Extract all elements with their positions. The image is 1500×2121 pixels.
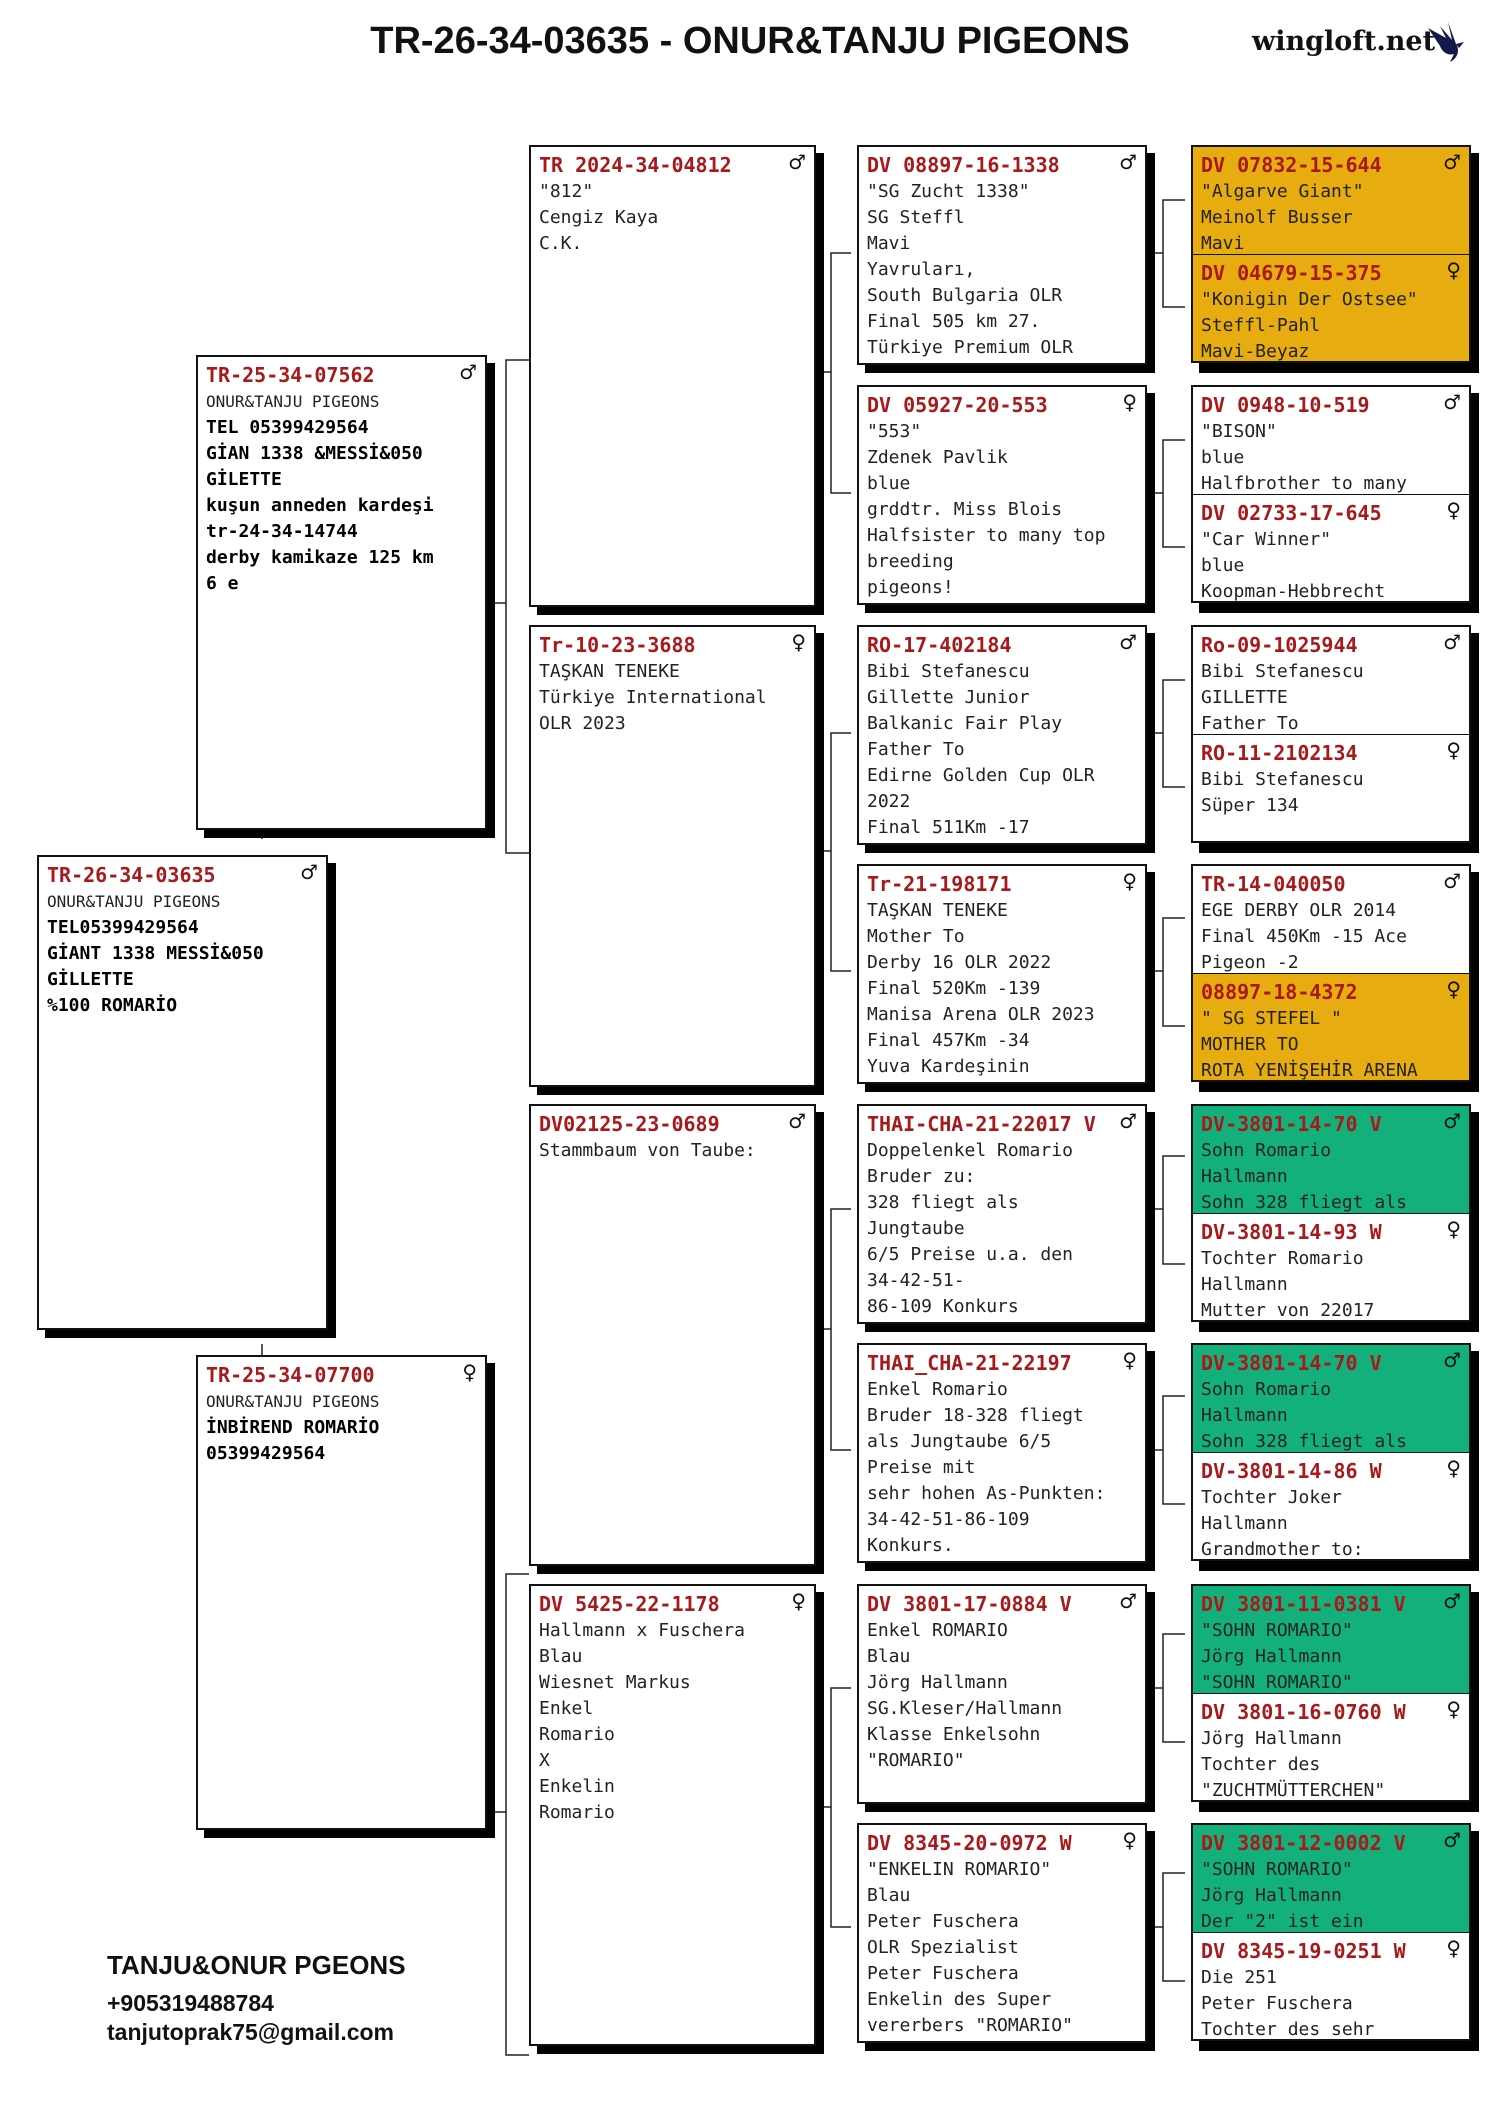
card-line: blue xyxy=(1201,447,1245,468)
female-icon: ♀ xyxy=(1446,1697,1461,1721)
ancestor-card[interactable] xyxy=(1191,1213,1471,1322)
card-line: SG.Kleser/Hallmann xyxy=(867,1698,1063,1719)
card-line: C.K. xyxy=(539,233,583,254)
card-line: Sohn Romario xyxy=(1201,1379,1332,1400)
father-line: TEL 05399429564 xyxy=(206,417,369,438)
female-icon: ♀ xyxy=(791,1589,806,1613)
card-line: Jörg Hallmann xyxy=(1201,1646,1342,1667)
contact-name: TANJU&ONUR PGEONS xyxy=(107,1950,406,1980)
brand-name[interactable]: wingloft.net xyxy=(1252,26,1436,57)
great-grandparent-card[interactable] xyxy=(857,1823,1147,2043)
card-line: 2022 xyxy=(867,791,911,812)
card-line: Jörg Hallmann xyxy=(1201,1885,1342,1906)
mother-card[interactable] xyxy=(196,1355,487,1830)
male-icon: ♂ xyxy=(1119,1109,1137,1133)
ancestor-ring: DV-3801-14-70 V xyxy=(1201,1351,1382,1375)
ancestor-card[interactable] xyxy=(1191,1104,1471,1213)
mother-line: İNBİREND ROMARİO xyxy=(206,1417,380,1438)
card-line: 6/5 Preise u.a. den xyxy=(867,1244,1073,1265)
father-line: GİLETTE xyxy=(206,469,282,490)
card-line: Der "2" ist ein xyxy=(1201,1911,1364,1932)
card-line: Mavi-Beyaz xyxy=(1201,341,1310,362)
ancestor-ring: RO-11-2102134 xyxy=(1201,741,1358,765)
card-line: Romario xyxy=(539,1802,615,1823)
ancestor-ring: DV 05927-20-553 xyxy=(867,393,1048,417)
subject-line: ONUR&TANJU PIGEONS xyxy=(47,892,221,911)
card-line: Hallmann xyxy=(1201,1274,1288,1295)
card-line: Koopman-Hebbrecht xyxy=(1201,581,1386,602)
card-line: South Bulgaria OLR xyxy=(867,285,1063,306)
male-icon: ♂ xyxy=(1443,390,1461,414)
card-line: OLR Spezialist xyxy=(867,1937,1019,1958)
male-icon: ♂ xyxy=(459,360,477,384)
male-icon: ♂ xyxy=(300,860,318,884)
ancestor-ring: DV 08897-16-1338 xyxy=(867,153,1060,177)
ancestor-ring: 08897-18-4372 xyxy=(1201,980,1358,1004)
card-line: Süper 134 xyxy=(1201,795,1299,816)
grandparent-ring: TR 2024-34-04812 xyxy=(539,153,732,177)
great-grandparent-card[interactable] xyxy=(857,385,1147,605)
male-icon: ♂ xyxy=(1443,1589,1461,1613)
female-icon: ♀ xyxy=(1446,738,1461,762)
card-line: breeding xyxy=(867,551,954,572)
card-line: Türkiye International xyxy=(539,687,767,708)
card-line: Hallmann xyxy=(1201,1166,1288,1187)
father-line: ONUR&TANJU PIGEONS xyxy=(206,392,380,411)
card-line: Mother To xyxy=(867,926,965,947)
female-icon: ♀ xyxy=(1446,1217,1461,1241)
grandparent-card[interactable] xyxy=(529,145,816,607)
ancestor-card[interactable] xyxy=(1191,145,1471,254)
male-icon: ♂ xyxy=(1443,150,1461,174)
ancestor-ring: DV-3801-14-70 V xyxy=(1201,1112,1382,1136)
card-line: " SG STEFEL " xyxy=(1201,1008,1342,1029)
card-line: 328 fliegt als xyxy=(867,1192,1019,1213)
card-line: Jörg Hallmann xyxy=(1201,1728,1342,1749)
grandparent-ring: DV02125-23-0689 xyxy=(539,1112,720,1136)
card-line: Peter Fuschera xyxy=(867,1963,1019,1984)
card-line: Peter Fuschera xyxy=(867,1911,1019,1932)
ancestor-card[interactable] xyxy=(1191,494,1471,603)
card-line: Hallmann xyxy=(1201,1405,1288,1426)
great-grandparent-card[interactable] xyxy=(857,1343,1147,1563)
card-line: Bruder zu: xyxy=(867,1166,976,1187)
card-line: Jörg Hallmann xyxy=(867,1672,1008,1693)
card-line: GILLETTE xyxy=(1201,687,1288,708)
father-line: GİAN 1338 &MESSİ&050 xyxy=(206,443,423,464)
card-line: Tochter Romario xyxy=(1201,1248,1364,1269)
card-line: "Konigin Der Ostsee" xyxy=(1201,289,1418,310)
female-icon: ♀ xyxy=(1122,1828,1137,1852)
female-icon: ♀ xyxy=(791,630,806,654)
card-line: Sohn Romario xyxy=(1201,1140,1332,1161)
card-line: "Car Winner" xyxy=(1201,529,1332,550)
ancestor-ring: DV 3801-17-0884 V xyxy=(867,1592,1072,1616)
card-line: Wiesnet Markus xyxy=(539,1672,691,1693)
card-line: X xyxy=(539,1750,550,1771)
ancestor-card[interactable] xyxy=(1191,734,1471,843)
card-line: "BISON" xyxy=(1201,421,1277,442)
card-line: Enkel xyxy=(539,1698,594,1719)
female-icon: ♀ xyxy=(1446,977,1461,1001)
ancestor-ring: DV 3801-11-0381 V xyxy=(1201,1592,1406,1616)
card-line: "ENKELIN ROMARIO" xyxy=(867,1859,1052,1880)
female-icon: ♀ xyxy=(462,1360,477,1384)
card-line: "553" xyxy=(867,421,922,442)
father-card[interactable] xyxy=(196,355,487,830)
subject-line: GİLLETTE xyxy=(47,969,134,990)
male-icon: ♂ xyxy=(1443,869,1461,893)
father-line: kuşun anneden kardeşi xyxy=(206,495,434,516)
grandparent-card[interactable] xyxy=(529,1104,816,1566)
card-line: Hallmann xyxy=(1201,1513,1288,1534)
ancestor-ring: THAI_CHA-21-22197 xyxy=(867,1351,1072,1375)
male-icon: ♂ xyxy=(788,150,806,174)
subject-ring: TR-26-34-03635 xyxy=(47,863,216,887)
ancestor-card[interactable] xyxy=(1191,1932,1471,2041)
ancestor-ring: DV 04679-15-375 xyxy=(1201,261,1382,285)
card-line: MOTHER TO xyxy=(1201,1034,1299,1055)
ancestor-card[interactable] xyxy=(1191,1693,1471,1802)
card-line: Yuva Kardeşinin xyxy=(867,1056,1030,1077)
ancestor-card[interactable] xyxy=(1191,973,1471,1082)
female-icon: ♀ xyxy=(1446,1936,1461,1960)
card-line: "Algarve Giant" xyxy=(1201,181,1364,202)
card-line: blue xyxy=(867,473,911,494)
ancestor-ring: DV 8345-19-0251 W xyxy=(1201,1939,1406,1963)
card-line: Balkanic Fair Play xyxy=(867,713,1063,734)
father-line: tr-24-34-14744 xyxy=(206,521,358,542)
card-line: "SOHN ROMARIO" xyxy=(1201,1859,1353,1880)
card-line: Bibi Stefanescu xyxy=(1201,769,1364,790)
card-line: "SG Zucht 1338" xyxy=(867,181,1030,202)
card-line: Enkelin xyxy=(539,1776,615,1797)
card-line: Gillette Junior xyxy=(867,687,1030,708)
male-icon: ♂ xyxy=(1443,1109,1461,1133)
ancestor-ring: THAI-CHA-21-22017 V xyxy=(867,1112,1096,1136)
card-line: OLR 2023 xyxy=(539,713,626,734)
card-line: Peter Fuschera xyxy=(1201,1993,1353,2014)
card-line: Mavi xyxy=(1201,233,1245,254)
card-line: sehr hohen As-Punkten: xyxy=(867,1483,1106,1504)
great-grandparent-card[interactable] xyxy=(857,625,1147,845)
ancestor-ring: Tr-21-198171 xyxy=(867,872,1012,896)
card-line: Steffl-Pahl xyxy=(1201,315,1321,336)
card-line: Tochter Joker xyxy=(1201,1487,1342,1508)
male-icon: ♂ xyxy=(1443,1828,1461,1852)
bird-logo-icon xyxy=(1426,20,1466,66)
card-line: Halfbrother to many xyxy=(1201,473,1407,494)
card-line: Yavruları, xyxy=(867,259,976,280)
card-line: Hallmann x Fuschera xyxy=(539,1620,745,1641)
ancestor-ring: DV-3801-14-93 W xyxy=(1201,1220,1382,1244)
grandparent-ring: DV 5425-22-1178 xyxy=(539,1592,720,1616)
ancestor-card[interactable] xyxy=(1191,625,1471,734)
card-line: Sohn 328 fliegt als xyxy=(1201,1192,1407,1213)
ancestor-ring: DV-3801-14-86 W xyxy=(1201,1459,1382,1483)
card-line: Grandmother to: xyxy=(1201,1539,1364,1560)
card-line: Enkel Romario xyxy=(867,1379,1008,1400)
card-line: TAŞKAN TENEKE xyxy=(539,661,680,682)
card-line: Zdenek Pavlik xyxy=(867,447,1008,468)
male-icon: ♂ xyxy=(1119,150,1137,174)
father-line: derby kamikaze 125 km xyxy=(206,547,434,568)
male-icon: ♂ xyxy=(1119,1589,1137,1613)
card-line: Doppelenkel Romario xyxy=(867,1140,1073,1161)
card-line: Bibi Stefanescu xyxy=(1201,661,1364,682)
mother-line: ONUR&TANJU PIGEONS xyxy=(206,1392,380,1411)
female-icon: ♀ xyxy=(1122,1348,1137,1372)
card-line: Final 457Km -34 xyxy=(867,1030,1030,1051)
card-line: als Jungtaube 6/5 xyxy=(867,1431,1052,1452)
card-line: Sohn 328 fliegt als xyxy=(1201,1431,1407,1452)
ancestor-ring: DV 8345-20-0972 W xyxy=(867,1831,1072,1855)
card-line: "SOHN ROMARIO" xyxy=(1201,1672,1353,1693)
card-line: 34-42-51-86-109 xyxy=(867,1509,1030,1530)
female-icon: ♀ xyxy=(1122,869,1137,893)
card-line: Derby 16 OLR 2022 xyxy=(867,952,1052,973)
card-line: Bruder 18-328 fliegt xyxy=(867,1405,1084,1426)
card-line: Tochter des xyxy=(1201,1754,1321,1775)
ancestor-ring: RO-17-402184 xyxy=(867,633,1012,657)
card-line: Final 520Km -139 xyxy=(867,978,1041,999)
subject-card[interactable] xyxy=(37,855,328,1330)
card-line: "812" xyxy=(539,181,594,202)
father-line: 6 e xyxy=(206,573,239,594)
card-line: Father To xyxy=(867,739,965,760)
grandparent-card[interactable] xyxy=(529,625,816,1087)
card-line: Pigeon -2 xyxy=(1201,952,1299,973)
female-icon: ♀ xyxy=(1122,390,1137,414)
card-line: Blau xyxy=(867,1885,911,1906)
card-line: TAŞKAN TENEKE xyxy=(867,900,1008,921)
ancestor-ring: TR-14-040050 xyxy=(1201,872,1346,896)
card-line: Mavi xyxy=(867,233,911,254)
ancestor-ring: DV 3801-12-0002 V xyxy=(1201,1831,1406,1855)
card-line: Edirne Golden Cup OLR xyxy=(867,765,1095,786)
card-line: Cengiz Kaya xyxy=(539,207,659,228)
ancestor-ring: DV 07832-15-644 xyxy=(1201,153,1382,177)
male-icon: ♂ xyxy=(1119,630,1137,654)
card-line: Final 511Km -17 xyxy=(867,817,1030,838)
card-line: Romario xyxy=(539,1724,615,1745)
ancestor-card[interactable] xyxy=(1191,864,1471,973)
grandparent-card[interactable] xyxy=(529,1584,816,2046)
grandparent-ring: Tr-10-23-3688 xyxy=(539,633,696,657)
great-grandparent-card[interactable] xyxy=(857,1584,1147,1804)
ancestor-ring: DV 3801-16-0760 W xyxy=(1201,1700,1406,1724)
card-line: "ROMARIO" xyxy=(867,1750,965,1771)
card-line: EGE DERBY OLR 2014 xyxy=(1201,900,1397,921)
card-line: Die 251 xyxy=(1201,1967,1277,1988)
ancestor-card[interactable] xyxy=(1191,254,1471,363)
card-line: Final 450Km -15 Ace xyxy=(1201,926,1407,947)
ancestor-card[interactable] xyxy=(1191,1343,1471,1452)
card-line: Meinolf Busser xyxy=(1201,207,1353,228)
card-line: Enkelin des Super xyxy=(867,1989,1052,2010)
card-line: Mutter von 22017 xyxy=(1201,1300,1375,1321)
card-line: 34-42-51- xyxy=(867,1270,965,1291)
card-line: Manisa Arena OLR 2023 xyxy=(867,1004,1095,1025)
male-icon: ♂ xyxy=(1443,1348,1461,1372)
card-line: 86-109 Konkurs xyxy=(867,1296,1019,1317)
card-line: Blau xyxy=(539,1646,583,1667)
card-line: Halfsister to many top xyxy=(867,525,1106,546)
card-line: Enkel ROMARIO xyxy=(867,1620,1008,1641)
ancestor-card[interactable] xyxy=(1191,1452,1471,1561)
card-line: Final 505 km 27. xyxy=(867,311,1041,332)
great-grandparent-card[interactable] xyxy=(857,864,1147,1084)
male-icon: ♂ xyxy=(788,1109,806,1133)
father-ring: TR-25-34-07562 xyxy=(206,363,375,387)
card-line: Father To xyxy=(1201,713,1299,734)
card-line: Konkurs. xyxy=(867,1535,954,1556)
card-line: pigeons! xyxy=(867,577,954,598)
ancestor-ring: DV 0948-10-519 xyxy=(1201,393,1370,417)
contact-email[interactable]: tanjutoprak75@gmail.com xyxy=(107,2019,394,2045)
mother-line: 05399429564 xyxy=(206,1443,326,1464)
card-line: Blau xyxy=(867,1646,911,1667)
card-line: Preise mit xyxy=(867,1457,976,1478)
ancestor-ring: Ro-09-1025944 xyxy=(1201,633,1358,657)
contact-phone[interactable]: +905319488784 xyxy=(107,1990,274,2016)
ancestor-ring: DV 02733-17-645 xyxy=(1201,501,1382,525)
card-line: Türkiye Premium OLR xyxy=(867,337,1073,358)
female-icon: ♀ xyxy=(1446,498,1461,522)
great-grandparent-card[interactable] xyxy=(857,1104,1147,1324)
page-title: TR-26-34-03635 - ONUR&TANJU PIGEONS xyxy=(370,20,1130,62)
card-line: grddtr. Miss Blois xyxy=(867,499,1063,520)
card-line: vererbers "ROMARIO" xyxy=(867,2015,1073,2036)
mother-ring: TR-25-34-07700 xyxy=(206,1363,375,1387)
female-icon: ♀ xyxy=(1446,1456,1461,1480)
card-line: Jungtaube xyxy=(867,1218,965,1239)
ancestor-card[interactable] xyxy=(1191,1823,1471,1932)
subject-line: TEL05399429564 xyxy=(47,917,199,938)
card-line: "SOHN ROMARIO" xyxy=(1201,1620,1353,1641)
subject-line: GİANT 1338 MESSİ&050 xyxy=(47,943,264,964)
card-line: blue xyxy=(1201,555,1245,576)
great-grandparent-card[interactable] xyxy=(857,145,1147,365)
card-line: Stammbaum von Taube: xyxy=(539,1140,756,1161)
subject-line: %100 ROMARİO xyxy=(47,995,178,1016)
ancestor-card[interactable] xyxy=(1191,1584,1471,1693)
card-line: ROTA YENİŞEHİR ARENA xyxy=(1201,1060,1418,1081)
male-icon: ♂ xyxy=(1443,630,1461,654)
female-icon: ♀ xyxy=(1446,258,1461,282)
card-line: Klasse Enkelsohn xyxy=(867,1724,1041,1745)
card-line: SG Steffl xyxy=(867,207,965,228)
card-line: Tochter des sehr xyxy=(1201,2019,1375,2040)
ancestor-card[interactable] xyxy=(1191,385,1471,494)
card-line: Bibi Stefanescu xyxy=(867,661,1030,682)
card-line: "ZUCHTMÜTTERCHEN" xyxy=(1201,1780,1386,1801)
